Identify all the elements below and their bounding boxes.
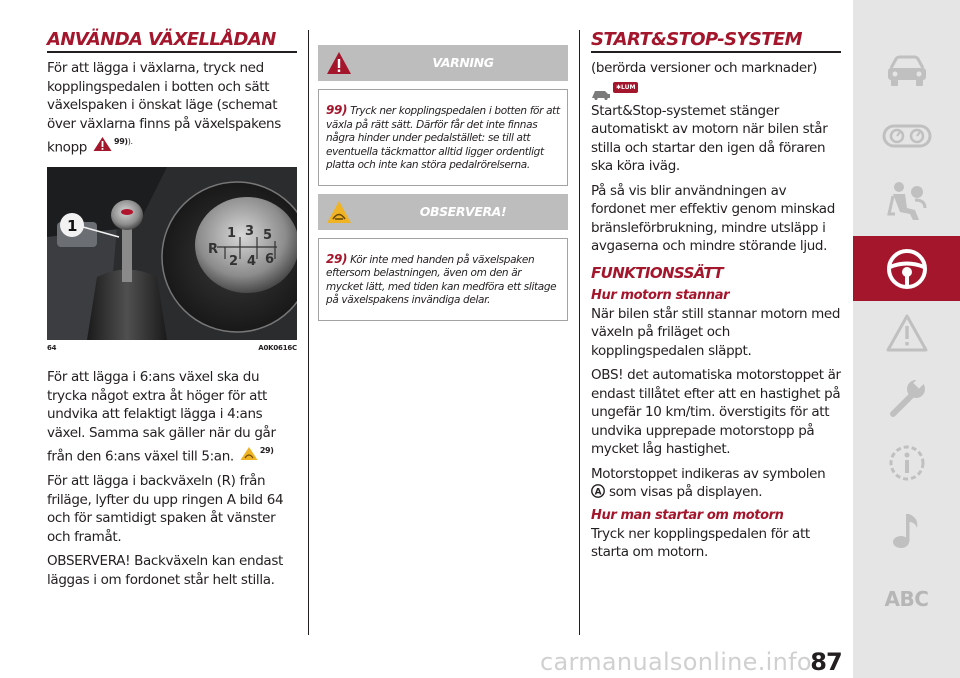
nav-item-warning[interactable] <box>853 300 960 365</box>
notice-title: OBSERVERA! <box>419 203 507 219</box>
warning-triangle-icon <box>885 313 929 353</box>
title-rule <box>47 51 297 53</box>
page-number: 87 <box>810 648 842 676</box>
nav-item-car[interactable] <box>853 38 960 103</box>
knob-gear-3: 3 <box>245 224 255 239</box>
warning-box-header <box>318 45 568 81</box>
knob-gear-4: 4 <box>247 254 257 269</box>
car-icon <box>885 54 929 88</box>
knob-gear-5: 5 <box>263 228 273 243</box>
title-rule <box>591 51 841 53</box>
nav-item-index[interactable] <box>853 566 960 631</box>
right-column <box>591 30 841 568</box>
paragraph-start-stop-2: På så vis blir användningen av fordonet mer effektiv genom minskad bränsleförbrukning, mindre utsläpp i avgaserna och mindre störande ljud. <box>591 182 835 254</box>
chapter-nav <box>853 0 960 678</box>
index-label: ABC <box>884 586 929 611</box>
paragraph-restart: Tryck ner kopplingspedalen för att starta om motorn. <box>591 525 810 560</box>
column-separator-1 <box>308 30 309 635</box>
symbol-text-b: som visas på displayen. <box>608 484 763 500</box>
intro-text: För att lägga i växlarna, tryck ned kopplingspedalen i botten och sätt växelspaken i önskat läge (schemat över växlarna finns på växelspakens knopp <box>47 60 281 156</box>
reference-99: 99) <box>113 137 128 146</box>
paragraph-reverse-note: OBSERVERA! Backväxeln kan endast läggas i om fordonet står helt stilla. <box>47 553 283 588</box>
paragraph-gearbox-intro <box>47 59 297 157</box>
lum-marker <box>591 82 841 100</box>
section-title-start-stop: START&STOP-SYSTEM <box>591 29 802 50</box>
steering-wheel-icon <box>885 247 929 291</box>
knob-gear-r: R <box>208 242 219 257</box>
paragraph-symbol <box>591 465 841 502</box>
figure-gear-lever <box>47 167 297 340</box>
gear-lever-illustration <box>47 167 297 340</box>
nav-item-safety[interactable] <box>853 168 960 233</box>
subheading-restart: Hur man startar om motorn <box>591 507 784 523</box>
paragraph-engine-stops: När bilen står still stannar motorn med växeln på friläget och kopplingspedalen släppt. <box>591 305 841 359</box>
symbol-text-a: Motorstoppet indikeras av symbolen <box>591 465 826 482</box>
notice-box-header <box>318 194 568 230</box>
subheading-engine-stops: Hur motorn stannar <box>591 287 730 303</box>
caution-icon <box>240 446 258 461</box>
watermark: carmanualsonline.info <box>540 648 812 676</box>
subheading-funktionssatt: FUNKTIONSSÄTT <box>591 263 723 282</box>
sixth-gear-text: För att lägga i 6:ans växel ska du trycka något extra åt höger för att undvika att felaktigt lägga i 4:ans växel. Samma sak gäller när du går från den 6:ans växel till 5:an. <box>47 369 276 465</box>
figure-number: 64 <box>47 344 57 352</box>
nav-item-dashboard[interactable] <box>853 103 960 168</box>
reference-29: 29) <box>259 446 274 455</box>
notice-text: Kör inte med handen på växelspaken eftersom belastningen, även om den är mycket lätt, med tiden kan medföra ett slitage på växelspakens invändiga delar. <box>326 253 557 306</box>
knob-gear-2: 2 <box>229 254 239 269</box>
market-flag-icon <box>591 88 611 100</box>
wrench-icon <box>885 376 929 420</box>
knob-gear-1: 1 <box>227 226 237 241</box>
figure-caption <box>47 344 297 352</box>
paragraph-note-speed: OBS! det automatiska motorstoppet är endast tillåtet efter att en hastighet på ungefär 10 km/tim. överstigits för att undvika upprepade motorstopp på mycket låg hastighet. <box>591 367 841 457</box>
paragraph-start-stop-1: Start&Stop-systemet stänger automatiskt av motorn när bilen står stilla och startar den igen då föraren ska köra iväg. <box>591 102 828 174</box>
dashboard-icon <box>882 123 932 149</box>
passenger-safety-icon <box>885 180 929 222</box>
start-stop-symbol-icon <box>591 484 605 498</box>
nav-item-multimedia[interactable] <box>853 497 960 562</box>
section-title-gearbox: ANVÄNDA VÄXELLÅDAN <box>47 29 276 50</box>
paragraph-versions: (berörda versioner och marknader) <box>591 60 817 76</box>
warning-box-body <box>318 89 568 186</box>
figure-code: A0K0616C <box>258 344 297 352</box>
paragraph-reverse: För att lägga i backväxeln (R) från friläge, lyfter du upp ringen A bild 64 och för samtidigt spaken åt vänster och framåt. <box>47 473 284 545</box>
notice-number: 29) <box>326 251 348 266</box>
notice-box-body <box>318 238 568 321</box>
middle-column <box>318 45 568 321</box>
warning-number: 99) <box>326 103 348 117</box>
lum-badge: ✱LUM <box>613 82 638 93</box>
nav-item-technical[interactable] <box>853 430 960 495</box>
intro-end: ). <box>127 137 133 146</box>
warning-danger-icon <box>93 136 112 152</box>
paragraph-sixth-gear <box>47 368 297 466</box>
nav-item-driving[interactable] <box>853 236 960 301</box>
knob-gear-6: 6 <box>265 252 275 267</box>
info-icon <box>885 441 929 485</box>
music-note-icon <box>889 510 925 550</box>
svg-text:A: A <box>594 487 602 498</box>
warning-text: Tryck ner kopplingspedalen i botten för att växla på rätt sätt. Därför får det inte finnas några hinder under pedalstället: se till att eventuella täckmattor alltid ligger ordentligt platta och inte kan störa pedalrörelserna. <box>326 105 560 171</box>
column-separator-2 <box>579 30 580 635</box>
figure-callout-1: 1 <box>67 217 78 235</box>
left-column <box>47 30 297 595</box>
nav-item-maintenance[interactable] <box>853 365 960 430</box>
warning-title: VARNING <box>432 55 494 70</box>
